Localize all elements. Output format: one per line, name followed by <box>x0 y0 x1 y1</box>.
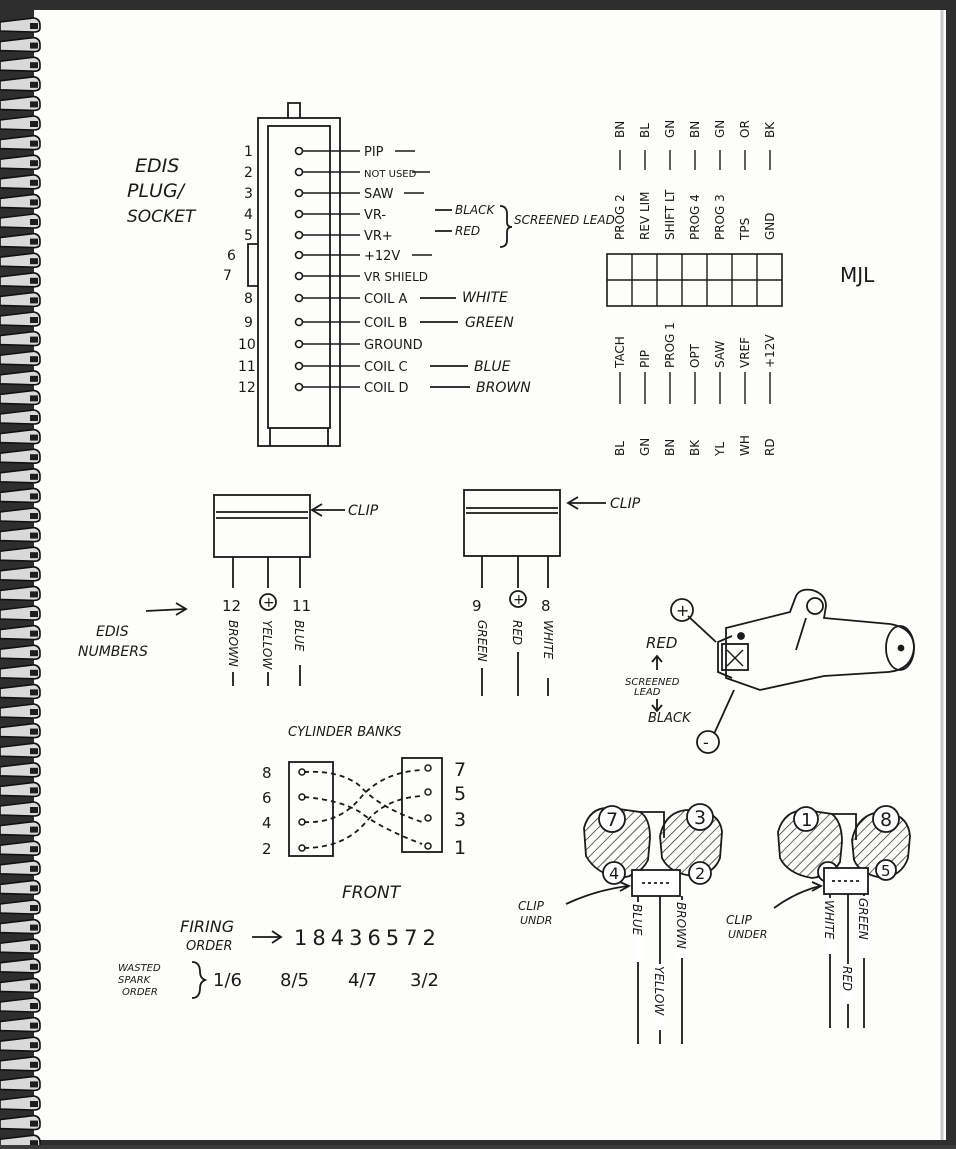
spiral-hole <box>30 415 38 421</box>
spiral-hole <box>30 493 38 499</box>
clip-right-wire-mid: RED <box>510 620 524 646</box>
wasted-line3: ORDER <box>122 987 158 998</box>
mjl-bottom-pin-label: VREF <box>738 336 752 368</box>
spiral-hole <box>30 983 38 989</box>
spiral-hole <box>30 787 38 793</box>
mjl-top-pin-color: BN <box>688 120 702 138</box>
spiral-hole <box>30 827 38 833</box>
left-bank-cylinder: 4 <box>262 814 272 832</box>
right-bank-cylinder: 3 <box>454 809 467 831</box>
firing-line1: FIRING <box>180 917 235 936</box>
spiral-hole <box>30 650 38 656</box>
clip-left-label: CLIP <box>348 503 379 519</box>
mjl-bottom-pin-color: BL <box>613 441 627 456</box>
spiral-hole <box>30 258 38 264</box>
clip-left-wire-left: BROWN <box>226 620 240 667</box>
edis-pin-number: 5 <box>244 228 253 244</box>
wasted-pair: 3/2 <box>410 970 439 991</box>
edis-numbers-line1: EDIS <box>96 624 129 640</box>
edis-title-line1: EDIS <box>135 155 180 177</box>
spiral-hole <box>30 160 38 166</box>
left-bank-cylinder: 6 <box>262 789 272 807</box>
coil-right-bottom-right: 5 <box>881 862 891 880</box>
coil-right-clip-line2: UNDER <box>728 928 768 941</box>
edis-pin-label: NOT USED <box>364 169 417 180</box>
clip-right-label: CLIP <box>610 496 641 512</box>
sensor-plus: + <box>676 601 690 620</box>
mjl-title: MJL <box>840 263 875 287</box>
edis-title-line2: PLUG/ <box>127 180 185 202</box>
coil-right-clip-line1: CLIP <box>726 913 752 927</box>
mjl-top-pin-label: GND <box>763 212 777 240</box>
mjl-bottom-pin-label: PROG 1 <box>663 322 677 368</box>
spiral-hole <box>30 62 38 68</box>
right-bank-cylinder: 5 <box>454 783 467 805</box>
spiral-hole <box>30 474 38 480</box>
spiral-hole <box>30 729 38 735</box>
edis-pin-number: 9 <box>244 315 253 331</box>
spiral-hole <box>30 1003 38 1009</box>
edis-numbers-line2: NUMBERS <box>78 644 148 660</box>
wasted-pair: 4/7 <box>348 970 377 991</box>
screened-lead-label: SCREENED LEAD <box>514 213 615 227</box>
mjl-bottom-pin-color: YL <box>713 441 727 456</box>
coil-right-wire-mid: RED <box>840 966 854 992</box>
edis-pin-number: 2 <box>244 165 253 181</box>
edis-pin-label: COIL B <box>364 316 408 331</box>
spiral-hole <box>30 631 38 637</box>
spiral-hole <box>30 846 38 852</box>
spiral-hole <box>30 964 38 970</box>
coil-left-clip-line1: CLIP <box>518 899 544 913</box>
clip-left-pin-left: 12 <box>222 597 242 615</box>
mjl-top-pin-label: REV LIM <box>638 191 652 240</box>
spiral-hole <box>30 435 38 441</box>
spiral-hole <box>30 1101 38 1107</box>
sensor-screened-line2: LEAD <box>634 687 661 698</box>
mjl-top-pin-label: PROG 4 <box>688 194 702 240</box>
spiral-hole <box>30 101 38 107</box>
coil-c-color: BLUE <box>474 359 511 375</box>
coil-right-wire-right: GREEN <box>856 898 870 940</box>
edis-pin-number: 4 <box>244 207 253 223</box>
spiral-hole <box>30 885 38 891</box>
edis-pin-label: COIL C <box>364 360 408 375</box>
spiral-hole <box>30 1042 38 1048</box>
clip-left-wire-mid: YELLOW <box>260 620 274 670</box>
mjl-bottom-pin-label: OPT <box>688 343 702 368</box>
coil-left-clip-line2: UNDR <box>520 914 553 927</box>
coil-left-wire-right: BROWN <box>674 902 688 949</box>
spiral-hole <box>30 376 38 382</box>
spiral-hole <box>30 552 38 558</box>
spiral-hole <box>30 239 38 245</box>
clip-right-wire-left: GREEN <box>475 620 489 662</box>
spiral-hole <box>30 1062 38 1068</box>
spiral-hole <box>30 356 38 362</box>
edis-pin-label: PIP <box>364 145 384 160</box>
spiral-hole <box>30 768 38 774</box>
mjl-top-pin-label: PROG 3 <box>713 194 727 240</box>
mjl-bottom-pin-color: RD <box>763 438 777 456</box>
clip-right-pin-right: 8 <box>541 597 551 615</box>
spiral-hole <box>30 670 38 676</box>
spiral-hole <box>30 689 38 695</box>
mjl-bottom-pin-label: +12V <box>763 334 777 368</box>
coil-left-top-right: 3 <box>694 807 707 829</box>
spiral-hole <box>30 591 38 597</box>
mjl-top-pin-label: SHIFT LT <box>663 189 677 240</box>
spiral-hole <box>30 141 38 147</box>
spiral-hole <box>30 905 38 911</box>
coil-left-bottom-right: 2 <box>695 864 706 883</box>
spiral-hole <box>30 23 38 29</box>
coil-a-color: WHITE <box>462 290 508 306</box>
coil-b-color: GREEN <box>465 315 514 331</box>
wasted-pair: 1/6 <box>213 970 242 991</box>
spiral-hole <box>30 748 38 754</box>
spiral-hole <box>30 533 38 539</box>
spiral-hole <box>30 866 38 872</box>
spiral-hole <box>30 297 38 303</box>
spiral-hole <box>30 121 38 127</box>
sensor-red-label: RED <box>646 634 678 652</box>
edis-pin-label: +12V <box>364 249 401 264</box>
sensor-black-label: BLACK <box>648 711 691 726</box>
firing-line2: ORDER <box>186 939 233 954</box>
mjl-top-pin-color: GN <box>663 119 677 138</box>
spiral-hole <box>30 709 38 715</box>
edis-pin-label: GROUND <box>364 338 423 353</box>
clip-right-wire-right: WHITE <box>541 620 555 660</box>
clip-left-pin-mid: + <box>263 595 275 611</box>
spiral-hole <box>30 1023 38 1029</box>
mjl-top-pin-color: BL <box>638 123 652 138</box>
coil-right-wire-left: WHITE <box>822 900 836 940</box>
spiral-hole <box>30 180 38 186</box>
edis-pin-number: 7 <box>223 268 232 284</box>
spiral-hole <box>30 219 38 225</box>
spiral-hole <box>30 1121 38 1127</box>
wire-red-label: RED <box>455 224 481 238</box>
spiral-hole <box>30 1140 38 1145</box>
edis-pin-label: VR SHIELD <box>364 270 429 284</box>
edis-pin-number: 8 <box>244 291 253 307</box>
edis-pin-label: SAW <box>364 187 394 202</box>
sensor-screened-line1: SCREENED <box>625 677 680 688</box>
wasted-line2: SPARK <box>118 975 151 986</box>
sensor-minus: - <box>703 733 709 752</box>
edis-pin-label: COIL D <box>364 381 409 396</box>
edis-pin-label: VR+ <box>364 229 393 244</box>
mjl-bottom-pin-color: GN <box>638 437 652 456</box>
wire-black-label: BLACK <box>455 203 495 217</box>
mjl-top-pin-color: BK <box>763 121 777 138</box>
cylinder-title: CYLINDER BANKS <box>288 725 402 740</box>
spiral-hole <box>30 572 38 578</box>
firing-order-value: 18436572 <box>294 926 441 950</box>
front-label: FRONT <box>342 883 401 903</box>
spiral-hole <box>30 199 38 205</box>
mjl-bottom-pin-color: BN <box>663 438 677 456</box>
mjl-top-pin-color: GN <box>713 119 727 138</box>
spiral-hole <box>30 944 38 950</box>
edis-pin-number: 11 <box>238 359 256 375</box>
clip-left-pin-right: 11 <box>292 597 312 615</box>
edis-pin-label: VR- <box>364 208 387 223</box>
spiral-hole <box>30 513 38 519</box>
edis-pin-number: 1 <box>244 144 253 160</box>
mjl-top-pin-label: TPS <box>738 217 752 240</box>
coil-right-top-left: 1 <box>801 810 813 831</box>
spiral-hole <box>30 925 38 931</box>
edis-pin-number: 3 <box>244 186 253 202</box>
spiral-hole <box>30 611 38 617</box>
spiral-hole <box>30 1081 38 1087</box>
right-bank-cylinder: 1 <box>454 837 467 859</box>
mjl-bottom-pin-label: PIP <box>638 349 652 368</box>
mjl-bottom-pin-label: TACH <box>613 336 627 368</box>
mjl-top-pin-label: PROG 2 <box>613 194 627 240</box>
clip-left-wire-right: BLUE <box>292 620 306 652</box>
spiral-hole <box>30 278 38 284</box>
coil-left-top-left: 7 <box>606 809 619 831</box>
right-bank-cylinder: 7 <box>454 759 467 781</box>
wasted-pair: 8/5 <box>280 970 309 991</box>
spiral-hole <box>30 317 38 323</box>
left-bank-cylinder: 8 <box>262 764 272 782</box>
mjl-bottom-pin-color: BK <box>688 439 702 456</box>
coil-left-bottom-left: 4 <box>609 864 620 883</box>
clip-right-pin-left: 9 <box>472 597 482 615</box>
spiral-hole <box>30 337 38 343</box>
edis-pin-number: 10 <box>238 337 256 353</box>
edis-pin-label: COIL A <box>364 292 408 307</box>
edis-pin-number: 6 <box>227 248 236 264</box>
left-bank-cylinder: 2 <box>262 840 272 858</box>
coil-right-top-right: 8 <box>880 809 893 831</box>
mjl-bottom-pin-color: WH <box>738 435 752 456</box>
edis-title-line3: SOCKET <box>127 207 196 227</box>
coil-left-wire-mid: YELLOW <box>652 966 666 1016</box>
mjl-top-pin-color: OR <box>738 120 752 138</box>
coil-d-color: BROWN <box>476 380 531 396</box>
mjl-bottom-pin-label: SAW <box>713 340 727 368</box>
wasted-line1: WASTED <box>118 963 161 974</box>
coil-left-wire-left: BLUE <box>630 904 644 936</box>
edis-pin-number: 12 <box>238 380 256 396</box>
clip-right-pin-mid: + <box>513 592 525 608</box>
mjl-top-pin-color: BN <box>613 120 627 138</box>
spiral-hole <box>30 82 38 88</box>
spiral-hole <box>30 807 38 813</box>
spiral-hole <box>30 395 38 401</box>
spiral-hole <box>30 454 38 460</box>
spiral-hole <box>30 43 38 49</box>
